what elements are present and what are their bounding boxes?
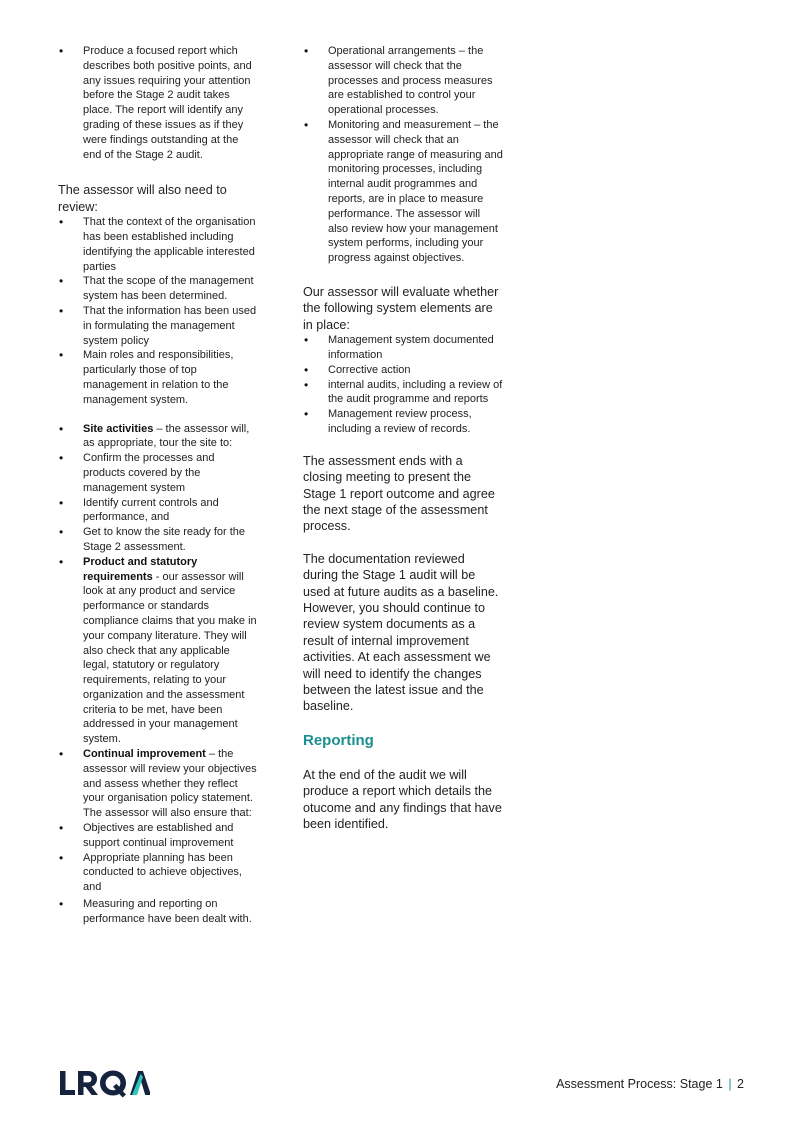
list-item: • Appropriate planning has been conducted to achieve objectives, and — [58, 851, 258, 895]
continual-improvement-title: Continual improvement — [83, 748, 206, 761]
activities-bullet-list — [58, 422, 258, 927]
list-item: • Management review process, including a review of records. — [303, 407, 503, 437]
arrangements-bullet-list — [303, 44, 503, 266]
list-item: • That the information has been used in formulating the management system policy — [58, 304, 258, 348]
list-item: • That the scope of the management system has been determined. — [58, 274, 258, 304]
list-item: • Measuring and reporting on performance have been dealt with. — [58, 897, 258, 927]
list-item: • Get to know the site ready for the Stage 2 assessment. — [58, 525, 258, 555]
list-item: • That the context of the organisation has been established including identifying the applicable interested parties — [58, 215, 258, 274]
list-item: • Confirm the processes and products covered by the management system — [58, 451, 258, 495]
product-requirements-text: - our assessor will look at any product and service performance or standards compliance claims that you make in your company literature. They will also check that any applicable legal, statutory or regulatory requirements, relating to your organization and the assessment criteria to be met, have been addressed in your management system. — [83, 570, 257, 746]
footer-separator: | — [728, 1077, 732, 1091]
list-item: • Operational arrangements – the assessor will check that the processes and process measures are established to control your operational processes. — [303, 44, 503, 118]
list-item: • Produce a focused report which describes both positive points, and any issues requiring your attention before the Stage 2 audit takes place. The report will identify any grading of these issues as if they were findings outstanding at the end of the Stage 2 audit. — [58, 44, 258, 162]
intro-bullet-list — [58, 44, 258, 162]
list-item: • internal audits, including a review of the audit programme and reports — [303, 378, 503, 408]
list-item: • Management system documented information — [303, 333, 503, 363]
continual-improvement-item — [58, 747, 258, 821]
list-item: • Monitoring and measurement – the assessor will check that an appropriate range of measuring and monitoring processes, including internal audit programmes and reports, are in place to measure performance. The assessor will also review how your management system performs, including your progress against objectives. — [303, 118, 503, 266]
list-item: • Objectives are established and support continual improvement — [58, 821, 258, 851]
footer-label: Assessment Process: Stage 1 — [556, 1077, 723, 1091]
list-item: • Identify current controls and performance, and — [58, 496, 258, 526]
reporting-heading: Reporting — [303, 731, 374, 749]
footer-page-label — [556, 1077, 744, 1091]
documentation-paragraph: The documentation reviewed during the Stage 1 audit will be used at future audits as a baseline. However, you should continue to review system documents as a result of internal improvement activities. At each assessment we will need to identify the changes between the latest issue and the baseline. — [303, 551, 499, 714]
list-item: • Main roles and responsibilities, particularly those of top management in relation to the management system. — [58, 348, 258, 407]
product-requirements-item — [58, 555, 258, 747]
left-column — [58, 44, 258, 927]
site-activities-text: – the assessor will, as appropriate, tour the site to: — [83, 422, 250, 450]
product-requirements-title: Product and statutory requirements — [83, 555, 198, 583]
review-bullet-list — [58, 215, 258, 407]
site-activities-title: Site activities — [83, 422, 154, 435]
review-lead: The assessor will also need to review: — [58, 183, 227, 214]
page-number: 2 — [737, 1077, 744, 1091]
evaluate-bullet-list — [303, 333, 503, 437]
reporting-paragraph: At the end of the audit we will produce a report which details the otucome and any findings that have been identified. — [303, 767, 502, 832]
site-activities-item — [58, 422, 258, 452]
lrqa-logo — [58, 1068, 150, 1098]
list-item: • Corrective action — [303, 363, 503, 378]
closing-paragraph: The assessment ends with a closing meeting to present the Stage 1 report outcome and agree the next stage of the assessment process. — [303, 453, 495, 534]
evaluate-lead: Our assessor will evaluate whether the following system elements are in place: — [303, 284, 499, 332]
right-column — [303, 44, 503, 832]
continual-improvement-text: – the assessor will review your objectives and assess whether they reflect your organisation policy statement. The assessor will also ensure that: — [83, 748, 257, 820]
